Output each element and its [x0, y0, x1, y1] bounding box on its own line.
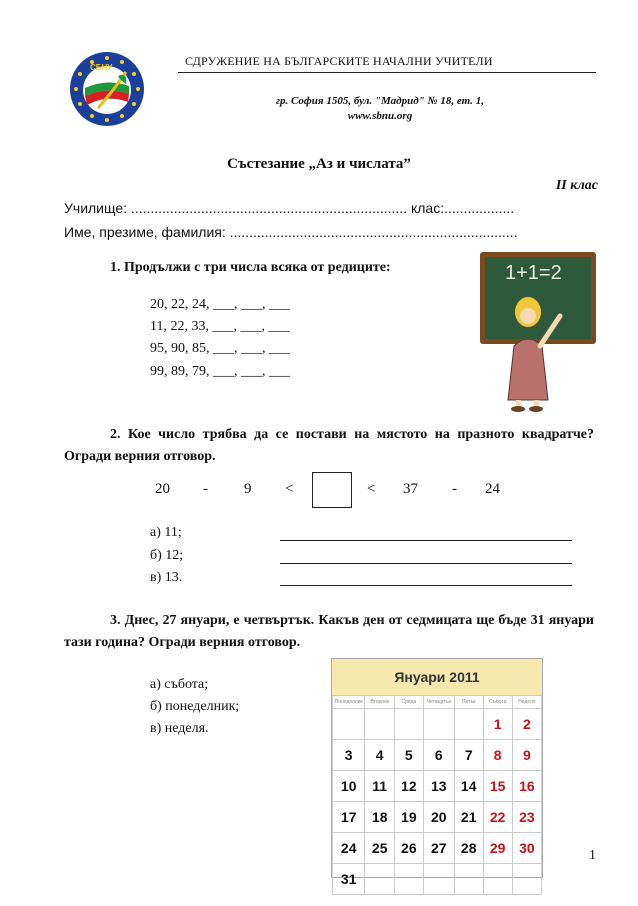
question-3: 3. Днес, 27 януари, е четвъртък. Какъв ден от седмицата ще бъде 31 януари тази година? Огради верния отговор. — [64, 613, 594, 650]
option-a[interactable]: а) 11; — [150, 525, 182, 540]
option-b[interactable]: б) 12; — [150, 548, 184, 563]
calendar-day: 16 — [512, 771, 541, 802]
calendar-day — [423, 709, 454, 740]
weekday-label: Вторник — [365, 696, 395, 709]
question-2: 2. Кое число трябва да се постави на мястото на празното квадратче? Огради верния отговор. — [64, 427, 594, 464]
calendar-day: 18 — [365, 802, 395, 833]
sequence-row: 11, 22, 33, ___, ___, ___ — [150, 319, 290, 334]
answer-line[interactable] — [280, 540, 572, 541]
option-c[interactable]: в) 13. — [150, 570, 183, 585]
org-name: СДРУЖЕНИЕ НА БЪЛГАРСКИТЕ НАЧАЛНИ УЧИТЕЛИ — [185, 54, 493, 68]
sequence-row: 99, 89, 79, ___, ___, ___ — [150, 364, 290, 379]
sequence-row: 20, 22, 24, ___, ___, ___ — [150, 297, 290, 312]
calendar-day — [454, 709, 483, 740]
answer-line[interactable] — [280, 563, 572, 564]
calendar-day — [483, 864, 512, 895]
calendar-day: 28 — [454, 833, 483, 864]
calendar-day: 21 — [454, 802, 483, 833]
org-website: www.sbnu.org — [347, 110, 413, 122]
calendar-day: 31 — [333, 864, 365, 895]
calendar-day — [365, 864, 395, 895]
grade-label: II клас — [555, 178, 598, 193]
answer-line[interactable] — [280, 585, 572, 586]
calendar-day — [395, 864, 424, 895]
logo-text: СБНУ — [90, 63, 113, 72]
board-text: 1+1=2 — [505, 262, 562, 284]
logo — [68, 50, 146, 128]
weekday-label: Четвъртък — [423, 696, 454, 709]
calendar-day: 7 — [454, 740, 483, 771]
option-c[interactable]: в) неделя. — [150, 721, 209, 736]
calendar-day: 4 — [365, 740, 395, 771]
calendar-day: 11 — [365, 771, 395, 802]
header-rule — [178, 72, 596, 73]
expr-term: 24 — [485, 481, 500, 497]
question-1: 1. Продължи с три числа всяка от редиците: — [110, 260, 391, 275]
weekday-label: Петък — [454, 696, 483, 709]
calendar-day: 17 — [333, 802, 365, 833]
calendar — [331, 658, 543, 887]
calendar-day: 20 — [423, 802, 454, 833]
calendar-day: 5 — [395, 740, 424, 771]
calendar-day: 8 — [483, 740, 512, 771]
expr-term: 37 — [403, 481, 418, 497]
option-a[interactable]: а) събота; — [150, 677, 209, 692]
calendar-day — [423, 864, 454, 895]
expr-term: 9 — [244, 481, 252, 497]
expr-operator: - — [203, 481, 208, 497]
expr-operator: < — [367, 481, 376, 497]
calendar-day — [365, 709, 395, 740]
calendar-day: 29 — [483, 833, 512, 864]
calendar-day: 14 — [454, 771, 483, 802]
calendar-day: 27 — [423, 833, 454, 864]
weekday-label: Сряда — [395, 696, 424, 709]
calendar-day: 2 — [512, 709, 541, 740]
expr-term: 20 — [155, 481, 170, 497]
calendar-day: 6 — [423, 740, 454, 771]
calendar-day: 24 — [333, 833, 365, 864]
calendar-title: Януари 2011 — [332, 659, 542, 695]
calendar-grid — [332, 695, 542, 895]
sequence-row: 95, 90, 85, ___, ___, ___ — [150, 341, 290, 356]
calendar-day: 30 — [512, 833, 541, 864]
calendar-day: 3 — [333, 740, 365, 771]
page-title: Състезание „Аз и числата” — [227, 156, 411, 172]
calendar-day: 23 — [512, 802, 541, 833]
name-line: Име, презиме, фамилия: .......................................................................... — [64, 224, 518, 240]
calendar-day — [512, 864, 541, 895]
school-line: Училище: ....................................................................... клас:.................. — [64, 200, 515, 216]
calendar-day — [395, 709, 424, 740]
calendar-day: 25 — [365, 833, 395, 864]
page-number: 1 — [589, 848, 596, 863]
calendar-day: 9 — [512, 740, 541, 771]
expr-operator: < — [285, 481, 294, 497]
calendar-day: 15 — [483, 771, 512, 802]
calendar-day: 12 — [395, 771, 424, 802]
org-address: гр. София 1505, бул. "Мадрид" № 18, ет. 1, — [275, 95, 485, 107]
calendar-day: 22 — [483, 802, 512, 833]
calendar-day — [454, 864, 483, 895]
calendar-day: 19 — [395, 802, 424, 833]
weekday-label: Неделя — [512, 696, 541, 709]
weekday-label: Събота — [483, 696, 512, 709]
calendar-day: 13 — [423, 771, 454, 802]
option-b[interactable]: б) понеделник; — [150, 699, 240, 714]
expr-operator: - — [452, 481, 457, 497]
answer-box[interactable] — [312, 472, 352, 508]
calendar-day — [333, 709, 365, 740]
calendar-day: 26 — [395, 833, 424, 864]
calendar-day: 10 — [333, 771, 365, 802]
calendar-day: 1 — [483, 709, 512, 740]
weekday-label: Понеделник — [333, 696, 365, 709]
